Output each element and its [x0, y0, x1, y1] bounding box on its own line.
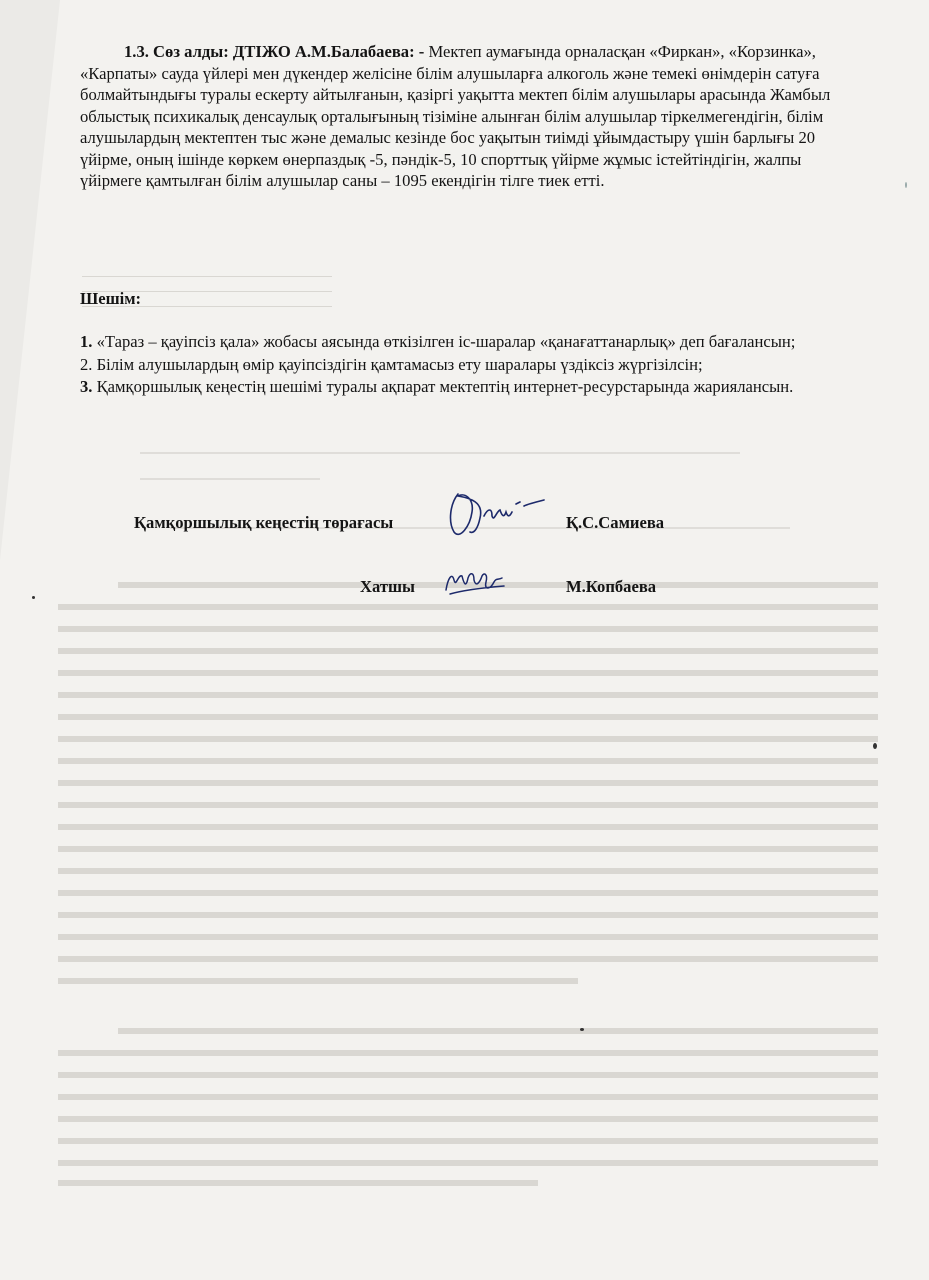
- chair-title: Қамқоршылық кеңестің төрағасы: [134, 513, 394, 532]
- decision-item-1: [80, 331, 820, 354]
- bleed-through-line: [140, 452, 740, 454]
- chair-handwritten-signature: [440, 482, 550, 544]
- scan-speck: [873, 743, 877, 749]
- protocol-paragraph-1-3: [80, 41, 832, 192]
- decision-number: 1.: [80, 332, 93, 351]
- decision-list: [80, 331, 820, 399]
- scan-speck: [580, 1028, 584, 1031]
- bleed-through-lines: [58, 574, 878, 994]
- paragraph-lead: 1.3. Сөз алды: ДТІЖО А.М.Балабаева: -: [124, 42, 425, 61]
- decision-text: Қамқоршылық кеңестің шешімі туралы ақпарат мектептің интернет-ресурстарында жариялансын.: [92, 377, 794, 396]
- decision-number: 3.: [80, 377, 93, 396]
- decision-heading: Шешім:: [80, 289, 142, 308]
- paper-fold-shadow: [0, 0, 60, 560]
- decision-item-2: [80, 354, 820, 377]
- bleed-through-lines-2: [58, 1020, 878, 1190]
- bleed-through-line: [140, 478, 320, 480]
- chair-name: Қ.С.Самиева: [566, 513, 665, 532]
- bleed-through-text-block: [58, 574, 878, 994]
- decision-text: «Тараз – қауіпсіз қала» жобасы аясында өткізілген іс-шаралар «қанағаттанарлық» деп бағалансын;: [92, 332, 796, 351]
- bleed-through-text-block-2: [58, 1020, 878, 1190]
- secretary-handwritten-signature: [440, 560, 510, 602]
- decision-text: Білім алушылардың өмір қауіпсіздігін қамтамасыз ету шаралары үздіксіз жүргізілсін;: [92, 354, 703, 374]
- paragraph-body: Мектеп аумағында орналасқан «Фиркан», «Корзинка», «Карпаты» сауда үйлері мен дүкендер желісіне білім алушыларға алкоголь және темекі өнімдерін сатуға болмайтындығы туралы ескерту айтылғанын, қазіргі уақытта мектеп білім алушылары арасында Жамбыл облыстық психикалық денсаулық орталығының тізіміне алынған білім алушылар тіркелмегендігін, білім алушылардың мектептен тыс және демалыс кезінде бос уақытын тиімді ұйымдастыру үшін барлығы 20 үйірме, оның ішінде көркем өнерпаздық -5, пәндік-5, 10 спорттық үйірме жұмыс істейтіндігін, жалпы үйірмеге қамтылған білім алушылар саны – 1095 екендігін тілге тиек етті.: [80, 42, 831, 190]
- scan-speck: [32, 596, 35, 599]
- secretary-title: Хатшы: [360, 577, 415, 596]
- decision-item-3: [80, 376, 820, 399]
- decision-number: 2.: [80, 354, 93, 374]
- secretary-name: М.Копбаева: [566, 577, 657, 596]
- scan-speck: [905, 182, 907, 188]
